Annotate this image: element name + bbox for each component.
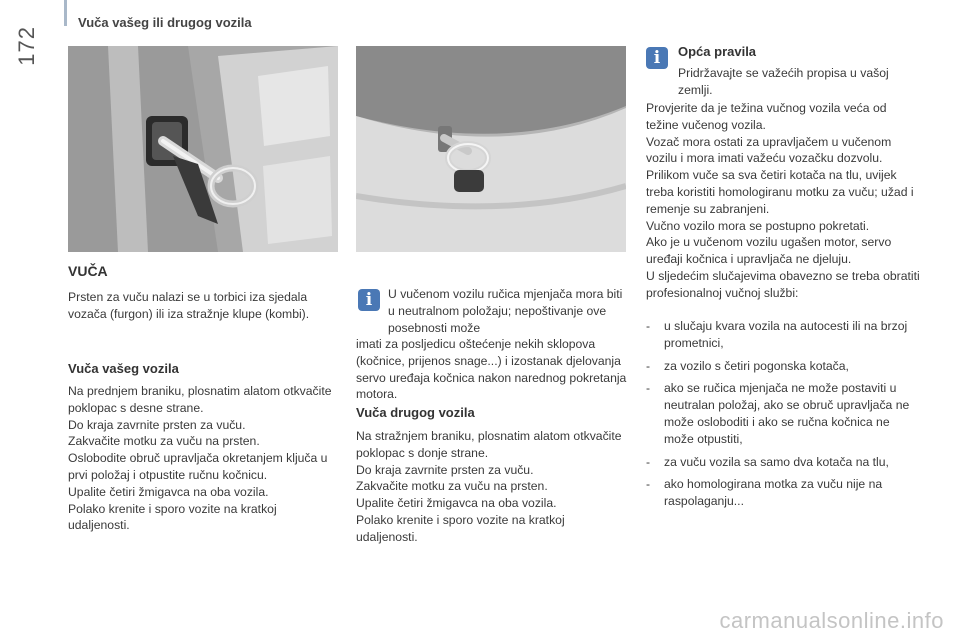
list-dash: -	[646, 454, 651, 469]
general-rules-title: Opća pravila	[678, 44, 757, 59]
info-note-indented: U vučenom vozilu ručica mjenjača mora biti u neutralnom položaju; nepoštivanje ove posebnosti može	[388, 287, 623, 335]
other-vehicle-text: Na stražnjem braniku, plosnatim alatom otkvačite poklopac s donje strane. Do kraja zavrnite prsten za vuču. Zakvačite motku za vuču na prsten. Upalite četiri žmigavca na oba vozila. Polako krenite i sporo vozite na kratkoj udaljenosti.	[356, 429, 622, 544]
list-dash: -	[646, 381, 651, 396]
list-item: - ako homologirana motka za vuču nije na raspolaganju...	[646, 477, 883, 509]
rear-towing-eye-illustration	[356, 46, 626, 252]
front-towing-eye-illustration	[68, 46, 338, 252]
own-vehicle-text: Na prednjem braniku, plosnatim alatom otkvačite poklopac s desne strane. Do kraja zavrnite prsten za vuču. Zakvačite motku za vuču na prsten. Oslobodite obruč upravljača okretanjem ključa u prvi položaj i otpustite ručnu kočnicu. Upalite četiri žmigavca na oba vozila. Polako krenite i sporo vozite na kratkoj udaljenosti.	[68, 384, 332, 533]
general-rules-indented: Pridržavajte se važećih propisa u vašoj zemlji.	[678, 66, 889, 97]
list-dash: -	[646, 358, 651, 373]
list-item: - ako se ručica mjenjača ne može postaviti u neutralan položaj, ako se obruč upravljača ne može osloboditi i ako se ručna kočnica ne može otpustiti,	[646, 381, 910, 446]
page-number: 172	[14, 26, 39, 66]
watermark: carmanualsonline.info	[719, 608, 944, 633]
info-icon: i	[358, 289, 380, 311]
list-dash: -	[646, 319, 651, 333]
list-item: - za vuču vozila sa samo dva kotača na tlu,	[646, 454, 889, 469]
list-dash: -	[646, 477, 651, 492]
other-vehicle-title: Vuča drugog vozila	[356, 405, 475, 420]
header-accent-bar	[64, 0, 67, 26]
intro-text: Prsten za vuču nalazi se u torbici iza sjedala vozača (furgon) ili iza stražnje klupe (kombi).	[68, 290, 310, 321]
header-title: Vuča vašeg ili drugog vozila	[78, 15, 252, 30]
front-towing-eye-photo	[68, 46, 338, 252]
rear-towing-eye-photo	[356, 46, 626, 252]
section-title-vuca: VUČA	[68, 263, 108, 279]
info-icon: i	[646, 47, 668, 69]
general-rules-text: Provjerite da je težina vučnog vozila veća od težine vučenog vozila. Vozač mora ostati za upravljačem u vučenom vozilu i mora imati važeću vozačku dozvolu. Prilikom vuče sa sva četiri kotača na tlu, uvijek treba koristiti homologiranu motku za vuču; užad i remenje su zabranjeni. Vučno vozilo mora se postupno pokretati. Ako je u vučenom vozilu ugašen motor, servo uređaji kočnica i upravljača ne djeluju. U sljedećim slučajevima obavezno se treba obratiti profesionalnoj vučnoj službi:	[646, 101, 920, 300]
own-vehicle-title: Vuča vašeg vozila	[68, 361, 179, 376]
list-item: - za vozilo s četiri pogonska kotača,	[646, 358, 849, 373]
list-item: - u slučaju kvara vozila na autocesti ili na brzoj prometnici,	[646, 319, 908, 350]
info-note-text: imati za posljedicu oštećenje nekih sklopova (kočnice, prijenos snage...) i izostanak djelovanja servo uređaja kočnica nakon narednog pokretanja motora.	[356, 337, 627, 402]
professional-service-list	[646, 318, 922, 516]
